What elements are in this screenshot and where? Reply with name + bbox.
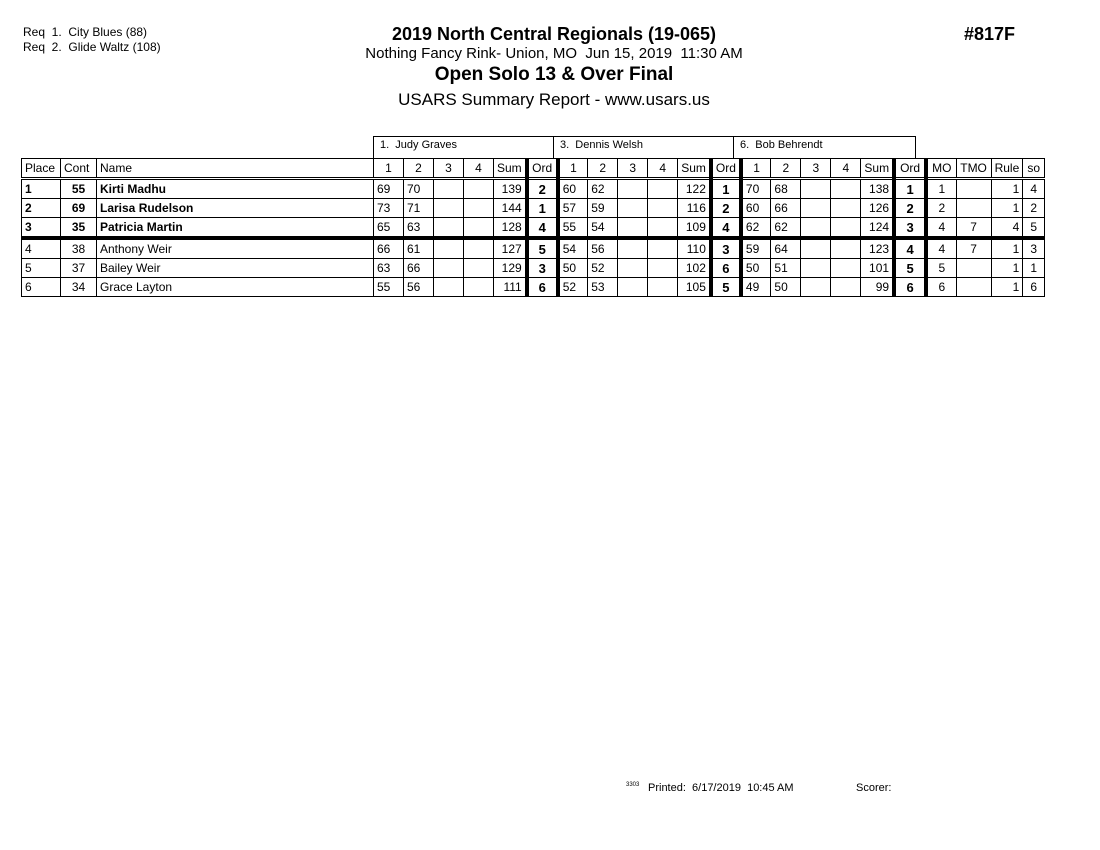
judge3-score3 bbox=[801, 218, 831, 239]
judge3-score2: 62 bbox=[771, 218, 801, 239]
judge3-sum: 123 bbox=[861, 238, 894, 259]
judge1-score4 bbox=[464, 238, 494, 259]
tmo-cell: 7 bbox=[956, 218, 991, 239]
judge2-score1: 54 bbox=[558, 238, 588, 259]
cont-cell: 35 bbox=[61, 218, 97, 239]
cont-cell: 55 bbox=[61, 179, 97, 199]
name-cell: Kirti Madhu bbox=[97, 179, 374, 199]
judge1-score4 bbox=[464, 278, 494, 297]
judge1-score3 bbox=[434, 199, 464, 218]
judge1-ordinal: 3 bbox=[527, 259, 558, 278]
judge3-sum: 126 bbox=[861, 199, 894, 218]
judge2-score1: 55 bbox=[558, 218, 588, 239]
judge2-sum: 102 bbox=[678, 259, 711, 278]
judge1-sum: 144 bbox=[494, 199, 527, 218]
judge3-score1: 59 bbox=[741, 238, 771, 259]
judge1-score2: 71 bbox=[404, 199, 434, 218]
so-cell: 6 bbox=[1023, 278, 1045, 297]
judge3-score2: 51 bbox=[771, 259, 801, 278]
place-cell: 4 bbox=[22, 238, 61, 259]
judge1-score1: 63 bbox=[374, 259, 404, 278]
judge3-score4 bbox=[831, 238, 861, 259]
judge2-score2: 54 bbox=[588, 218, 618, 239]
judge3-ordinal: 3 bbox=[894, 218, 926, 239]
judge1-score3 bbox=[434, 218, 464, 239]
cont-cell: 69 bbox=[61, 199, 97, 218]
mo-cell: 4 bbox=[926, 238, 956, 259]
col-cont: Cont bbox=[61, 159, 97, 179]
judge1-score2: 66 bbox=[404, 259, 434, 278]
judge2-score2: 62 bbox=[588, 179, 618, 199]
judge1-sum: 127 bbox=[494, 238, 527, 259]
judge1-score4 bbox=[464, 218, 494, 239]
judge1-sum: 128 bbox=[494, 218, 527, 239]
judge3-ordinal: 6 bbox=[894, 278, 926, 297]
event-title: Open Solo 13 & Over Final bbox=[434, 64, 674, 85]
report-subtitle: USARS Summary Report - www.usars.us bbox=[398, 90, 710, 109]
judge3-score3 bbox=[801, 179, 831, 199]
tmo-cell bbox=[956, 179, 991, 199]
tmo-cell: 7 bbox=[956, 238, 991, 259]
so-cell: 4 bbox=[1023, 179, 1045, 199]
cont-cell: 38 bbox=[61, 238, 97, 259]
judge3-ordinal: 5 bbox=[894, 259, 926, 278]
judge1-score1: 65 bbox=[374, 218, 404, 239]
col-j1-ord: Ord bbox=[527, 159, 558, 179]
col-j2-score3: 3 bbox=[618, 159, 648, 179]
col-name: Name bbox=[97, 159, 374, 179]
judge2-score3 bbox=[618, 199, 648, 218]
judge2-ordinal: 3 bbox=[711, 238, 741, 259]
table-row bbox=[22, 259, 1045, 278]
judge3-score3 bbox=[801, 278, 831, 297]
col-j3-score3: 3 bbox=[801, 159, 831, 179]
requirement-1: Req 1. City Blues (88) bbox=[23, 25, 148, 39]
judge3-score3 bbox=[801, 238, 831, 259]
col-j2-ord: Ord bbox=[711, 159, 741, 179]
rule-cell: 1 bbox=[991, 179, 1023, 199]
judge1-ordinal: 2 bbox=[527, 179, 558, 199]
judge3-score4 bbox=[831, 199, 861, 218]
venue-date-line: Nothing Fancy Rink- Union, MO Jun 15, 2019 11:30 AM bbox=[365, 45, 743, 62]
judge3-ordinal: 1 bbox=[894, 179, 926, 199]
judge2-score4 bbox=[648, 218, 678, 239]
judge1-ordinal: 5 bbox=[527, 238, 558, 259]
col-j2-score1: 1 bbox=[558, 159, 588, 179]
judge1-score3 bbox=[434, 278, 464, 297]
judge2-sum: 122 bbox=[678, 179, 711, 199]
header-row bbox=[22, 159, 1045, 179]
mo-cell: 4 bbox=[926, 218, 956, 239]
judge3-sum: 138 bbox=[861, 179, 894, 199]
judge3-score2: 64 bbox=[771, 238, 801, 259]
judge2-ordinal: 5 bbox=[711, 278, 741, 297]
col-j2-sum: Sum bbox=[678, 159, 711, 179]
col-j3-score4: 4 bbox=[831, 159, 861, 179]
judge2-score1: 60 bbox=[558, 179, 588, 199]
judge2-ordinal: 6 bbox=[711, 259, 741, 278]
place-cell: 1 bbox=[22, 179, 61, 199]
judge1-score1: 66 bbox=[374, 238, 404, 259]
judge-header-3: 6. Bob Behrendt bbox=[733, 136, 916, 158]
judge1-score2: 70 bbox=[404, 179, 434, 199]
footer-mark: 3303 bbox=[626, 782, 640, 788]
name-cell: Grace Layton bbox=[97, 278, 374, 297]
col-place: Place bbox=[22, 159, 61, 179]
requirement-2: Req 2. Glide Waltz (108) bbox=[23, 40, 161, 54]
judge3-score1: 60 bbox=[741, 199, 771, 218]
col-j1-sum: Sum bbox=[494, 159, 527, 179]
judge3-ordinal: 2 bbox=[894, 199, 926, 218]
judge2-score2: 59 bbox=[588, 199, 618, 218]
judge2-sum: 110 bbox=[678, 238, 711, 259]
judge2-score1: 52 bbox=[558, 278, 588, 297]
judge3-score2: 68 bbox=[771, 179, 801, 199]
judge3-sum: 99 bbox=[861, 278, 894, 297]
judge3-score4 bbox=[831, 179, 861, 199]
event-code: #817F bbox=[964, 24, 1016, 44]
judge3-score2: 50 bbox=[771, 278, 801, 297]
col-so: so bbox=[1023, 159, 1045, 179]
place-cell: 3 bbox=[22, 218, 61, 239]
judge2-ordinal: 2 bbox=[711, 199, 741, 218]
judge1-sum: 139 bbox=[494, 179, 527, 199]
scorer-label: Scorer: bbox=[856, 782, 892, 794]
col-j2-score2: 2 bbox=[588, 159, 618, 179]
rule-cell: 1 bbox=[991, 238, 1023, 259]
judge3-sum: 124 bbox=[861, 218, 894, 239]
judge3-score3 bbox=[801, 259, 831, 278]
judge2-score4 bbox=[648, 238, 678, 259]
judge2-score2: 53 bbox=[588, 278, 618, 297]
rule-cell: 1 bbox=[991, 199, 1023, 218]
judge2-ordinal: 4 bbox=[711, 218, 741, 239]
judge2-sum: 105 bbox=[678, 278, 711, 297]
judge1-ordinal: 6 bbox=[527, 278, 558, 297]
col-j1-score1: 1 bbox=[374, 159, 404, 179]
judge3-score4 bbox=[831, 278, 861, 297]
col-j1-score2: 2 bbox=[404, 159, 434, 179]
col-j1-score4: 4 bbox=[464, 159, 494, 179]
name-cell: Anthony Weir bbox=[97, 238, 374, 259]
rule-cell: 1 bbox=[991, 278, 1023, 297]
judge2-score4 bbox=[648, 259, 678, 278]
so-cell: 1 bbox=[1023, 259, 1045, 278]
judge2-score3 bbox=[618, 218, 648, 239]
judge1-score2: 56 bbox=[404, 278, 434, 297]
judge1-score4 bbox=[464, 199, 494, 218]
so-cell: 3 bbox=[1023, 238, 1045, 259]
so-cell: 2 bbox=[1023, 199, 1045, 218]
rule-cell: 4 bbox=[991, 218, 1023, 239]
judge2-score3 bbox=[618, 259, 648, 278]
judge1-score2: 61 bbox=[404, 238, 434, 259]
cont-cell: 37 bbox=[61, 259, 97, 278]
mo-cell: 6 bbox=[926, 278, 956, 297]
judge3-score3 bbox=[801, 199, 831, 218]
judge2-sum: 109 bbox=[678, 218, 711, 239]
judge1-score4 bbox=[464, 259, 494, 278]
judge3-score4 bbox=[831, 218, 861, 239]
col-j3-ord: Ord bbox=[894, 159, 926, 179]
judge2-score3 bbox=[618, 179, 648, 199]
judge3-score1: 70 bbox=[741, 179, 771, 199]
judge2-score4 bbox=[648, 199, 678, 218]
judge1-score1: 73 bbox=[374, 199, 404, 218]
col-j3-score2: 2 bbox=[771, 159, 801, 179]
tmo-cell bbox=[956, 278, 991, 297]
col-mo: MO bbox=[926, 159, 956, 179]
col-j3-sum: Sum bbox=[861, 159, 894, 179]
judge3-sum: 101 bbox=[861, 259, 894, 278]
results-table bbox=[21, 158, 1045, 297]
judge3-score1: 50 bbox=[741, 259, 771, 278]
judge1-score1: 55 bbox=[374, 278, 404, 297]
judge3-score2: 66 bbox=[771, 199, 801, 218]
rule-cell: 1 bbox=[991, 259, 1023, 278]
judge2-ordinal: 1 bbox=[711, 179, 741, 199]
judge2-score3 bbox=[618, 238, 648, 259]
judge2-score4 bbox=[648, 278, 678, 297]
judge3-score1: 62 bbox=[741, 218, 771, 239]
col-j3-score1: 1 bbox=[741, 159, 771, 179]
judge1-score3 bbox=[434, 238, 464, 259]
judge-header-2: 3. Dennis Welsh bbox=[553, 136, 734, 158]
place-cell: 2 bbox=[22, 199, 61, 218]
name-cell: Patricia Martin bbox=[97, 218, 374, 239]
table-row bbox=[22, 238, 1045, 259]
judge1-score3 bbox=[434, 259, 464, 278]
col-j1-score3: 3 bbox=[434, 159, 464, 179]
place-cell: 5 bbox=[22, 259, 61, 278]
tmo-cell bbox=[956, 199, 991, 218]
mo-cell: 1 bbox=[926, 179, 956, 199]
col-rule: Rule bbox=[991, 159, 1023, 179]
judge-header-1: 1. Judy Graves bbox=[373, 136, 554, 158]
place-cell: 6 bbox=[22, 278, 61, 297]
judge3-score4 bbox=[831, 259, 861, 278]
cont-cell: 34 bbox=[61, 278, 97, 297]
judge1-sum: 111 bbox=[494, 278, 527, 297]
judge3-score1: 49 bbox=[741, 278, 771, 297]
printed-timestamp: Printed: 6/17/2019 10:45 AM bbox=[648, 782, 794, 794]
judge2-score1: 57 bbox=[558, 199, 588, 218]
judge1-score1: 69 bbox=[374, 179, 404, 199]
tmo-cell bbox=[956, 259, 991, 278]
col-tmo: TMO bbox=[956, 159, 991, 179]
table-row bbox=[22, 179, 1045, 199]
table-row bbox=[22, 199, 1045, 218]
mo-cell: 5 bbox=[926, 259, 956, 278]
name-cell: Larisa Rudelson bbox=[97, 199, 374, 218]
judge1-ordinal: 1 bbox=[527, 199, 558, 218]
judge2-score1: 50 bbox=[558, 259, 588, 278]
judge1-score3 bbox=[434, 179, 464, 199]
judge2-score3 bbox=[618, 278, 648, 297]
judge1-ordinal: 4 bbox=[527, 218, 558, 239]
judge2-score4 bbox=[648, 179, 678, 199]
name-cell: Bailey Weir bbox=[97, 259, 374, 278]
judge1-score4 bbox=[464, 179, 494, 199]
so-cell: 5 bbox=[1023, 218, 1045, 239]
mo-cell: 2 bbox=[926, 199, 956, 218]
judge2-sum: 116 bbox=[678, 199, 711, 218]
judge3-ordinal: 4 bbox=[894, 238, 926, 259]
col-j2-score4: 4 bbox=[648, 159, 678, 179]
judge1-score2: 63 bbox=[404, 218, 434, 239]
judge2-score2: 52 bbox=[588, 259, 618, 278]
judge2-score2: 56 bbox=[588, 238, 618, 259]
table-row bbox=[22, 218, 1045, 239]
judge1-sum: 129 bbox=[494, 259, 527, 278]
competition-title: 2019 North Central Regionals (19-065) bbox=[391, 24, 717, 44]
table-row bbox=[22, 278, 1045, 297]
